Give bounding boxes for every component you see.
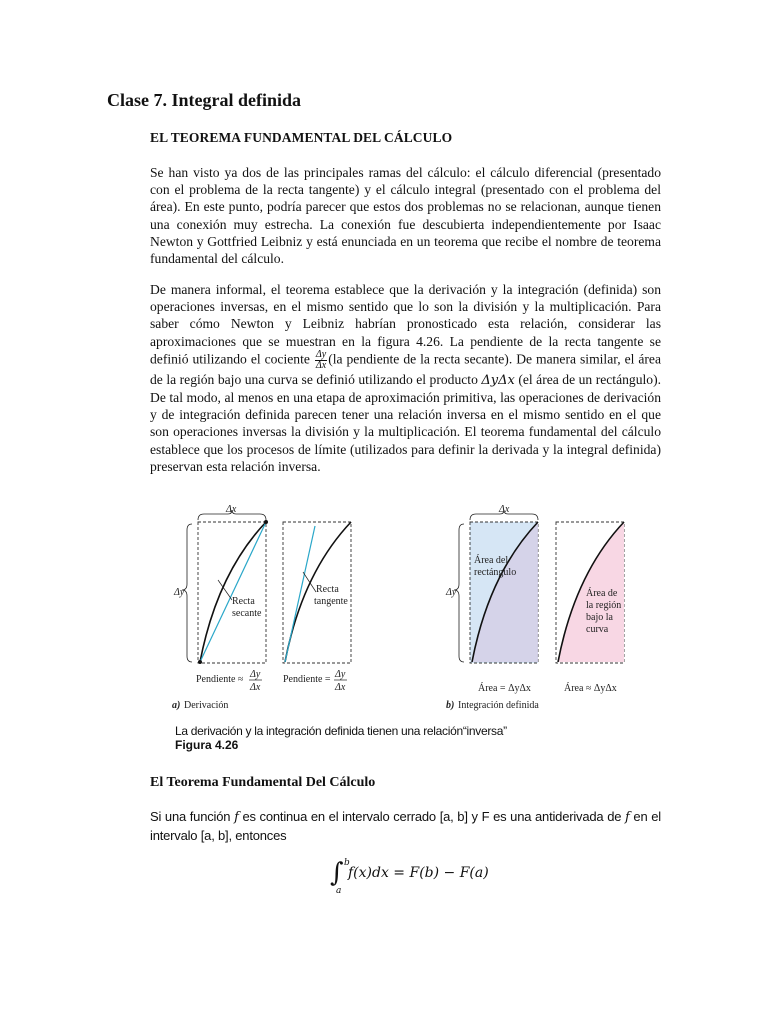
dy-dx-fraction [315, 350, 327, 371]
panel-integracion-rect [445, 504, 539, 711]
tangent-label-1: Recta [316, 584, 339, 595]
dy-label-a: Δy [174, 587, 185, 598]
point-a-start [198, 660, 202, 664]
paragraph-2-part1: De manera informal, el teorema establece que la derivación y la integración (definida) son operaciones inversas, en el mismo sentido que lo son la división y la multiplicación. Para saber cómo Newton y Leibniz habrían pronosticado esta relación, considerar las aproximaciones que se muestran en la figura 4.26. La pendiente de la recta tangente se definió utilizando el cociente [150, 282, 661, 367]
pendiente-label-a: Pendiente ≈ [196, 674, 244, 685]
pendiente-label-b: Pendiente = [283, 674, 331, 685]
pendiente-b-den: Δx [335, 682, 346, 693]
pendiente-a-den: Δx [250, 682, 261, 693]
area-eq-2: Área ≈ ΔyΔx [564, 683, 617, 694]
paragraph-3-t3: en el intervalo [a, b], entonces [150, 809, 661, 843]
function-f-1: f [234, 810, 239, 825]
formula-body: f(x)dx = F(b) − F(a) [348, 865, 489, 881]
paragraph-1: Se han visto ya dos de las principales ramas del cálculo: el cálculo diferencial (presentado con el problema de la recta tangente) y el cálculo integral (presentado con el problema del área). En este punto, podría parecer que estos dos problemas no se relacionan, aunque tienen una conexión muy estrecha. La conexión fue descubierta independientemente por Isaac Newton y Gottfried Leibniz y está enunciada en un teorema que recibe el nombre de teorema fundamental del cálculo. [150, 165, 661, 267]
figure-label: Figura 4.26 [175, 738, 239, 752]
figure-caption: La derivación y la integración definida tienen una relación“inversa” [175, 724, 507, 738]
area-eq-1: Área = ΔyΔx [478, 683, 531, 694]
figure-graphic [170, 500, 622, 720]
integral-lower-limit: a [336, 886, 342, 896]
paragraph-2-part3: (el área de un rectángulo). De tal modo, al menos en una etapa de aproximación primitiva, las operaciones de derivación y de integración definida parecen tener una relación inversa en el mismo sentido en el que son operaciones inversas la división y la multiplicación. El teorema fundamental del cálculo establece que los procesos de límite (utilizados para definir la derivada y la integral definida) preservan esta relación inversa. [150, 371, 661, 474]
secant-label-1: Recta [232, 596, 255, 607]
fraction-denominator: Δx [315, 359, 327, 371]
region-label-4: curva [586, 624, 609, 635]
dx-label-a: Δx [226, 504, 237, 515]
product-expression: ΔyΔx [481, 372, 515, 388]
sub-b-label: Integración definida [458, 700, 539, 711]
secant-label-2: secante [232, 608, 262, 619]
integral-sign: ∫ [330, 858, 344, 888]
secant-line [200, 522, 266, 662]
paragraph-2-part2: (la pendiente de la recta secante). De manera similar, el área de la región bajo una curva se definió utilizando el producto [150, 351, 661, 387]
paragraph-3 [150, 808, 661, 845]
paragraph-3-t1: Si una función [150, 809, 231, 824]
tangent-label-2: tangente [314, 596, 348, 607]
subheading: El Teorema Fundamental Del Cálculo [150, 775, 376, 790]
region-label-1: Área de [586, 588, 618, 599]
figure-4-26 [170, 500, 622, 760]
panel-derivacion [173, 504, 268, 693]
fundamental-theorem-formula [330, 858, 489, 896]
panel-integracion-region [556, 522, 624, 694]
region-label-3: bajo la [586, 612, 613, 623]
point-a-end [264, 520, 268, 524]
sub-a-label: Derivación [184, 700, 229, 711]
pendiente-a-num: Δy [250, 669, 261, 680]
sub-a-letter: a) [172, 700, 181, 711]
sub-b-letter: b) [446, 700, 455, 711]
rect-area-label-2: rectángulo [474, 567, 517, 578]
region-label-2: la región [586, 600, 622, 611]
integral-upper-limit: b [344, 858, 350, 868]
dx-label-b: Δx [499, 504, 510, 515]
dy-label-b: Δy [446, 587, 457, 598]
function-f-2: f [625, 810, 630, 825]
section-heading: EL TEOREMA FUNDAMENTAL DEL CÁLCULO [150, 130, 453, 145]
fraction-numerator: Δy [315, 348, 327, 360]
paragraph-3-t2: es continua en el intervalo cerrado [a, b] y F es una antiderivada de [242, 809, 622, 824]
dx-brace-b [470, 510, 538, 520]
tangent-line [285, 526, 315, 662]
rect-area-label-1: Área del [474, 555, 509, 566]
pendiente-b-num: Δy [335, 669, 346, 680]
paragraph-2 [150, 281, 661, 475]
page-title: Clase 7. Integral definida [107, 90, 302, 110]
dx-brace-a [198, 510, 266, 520]
